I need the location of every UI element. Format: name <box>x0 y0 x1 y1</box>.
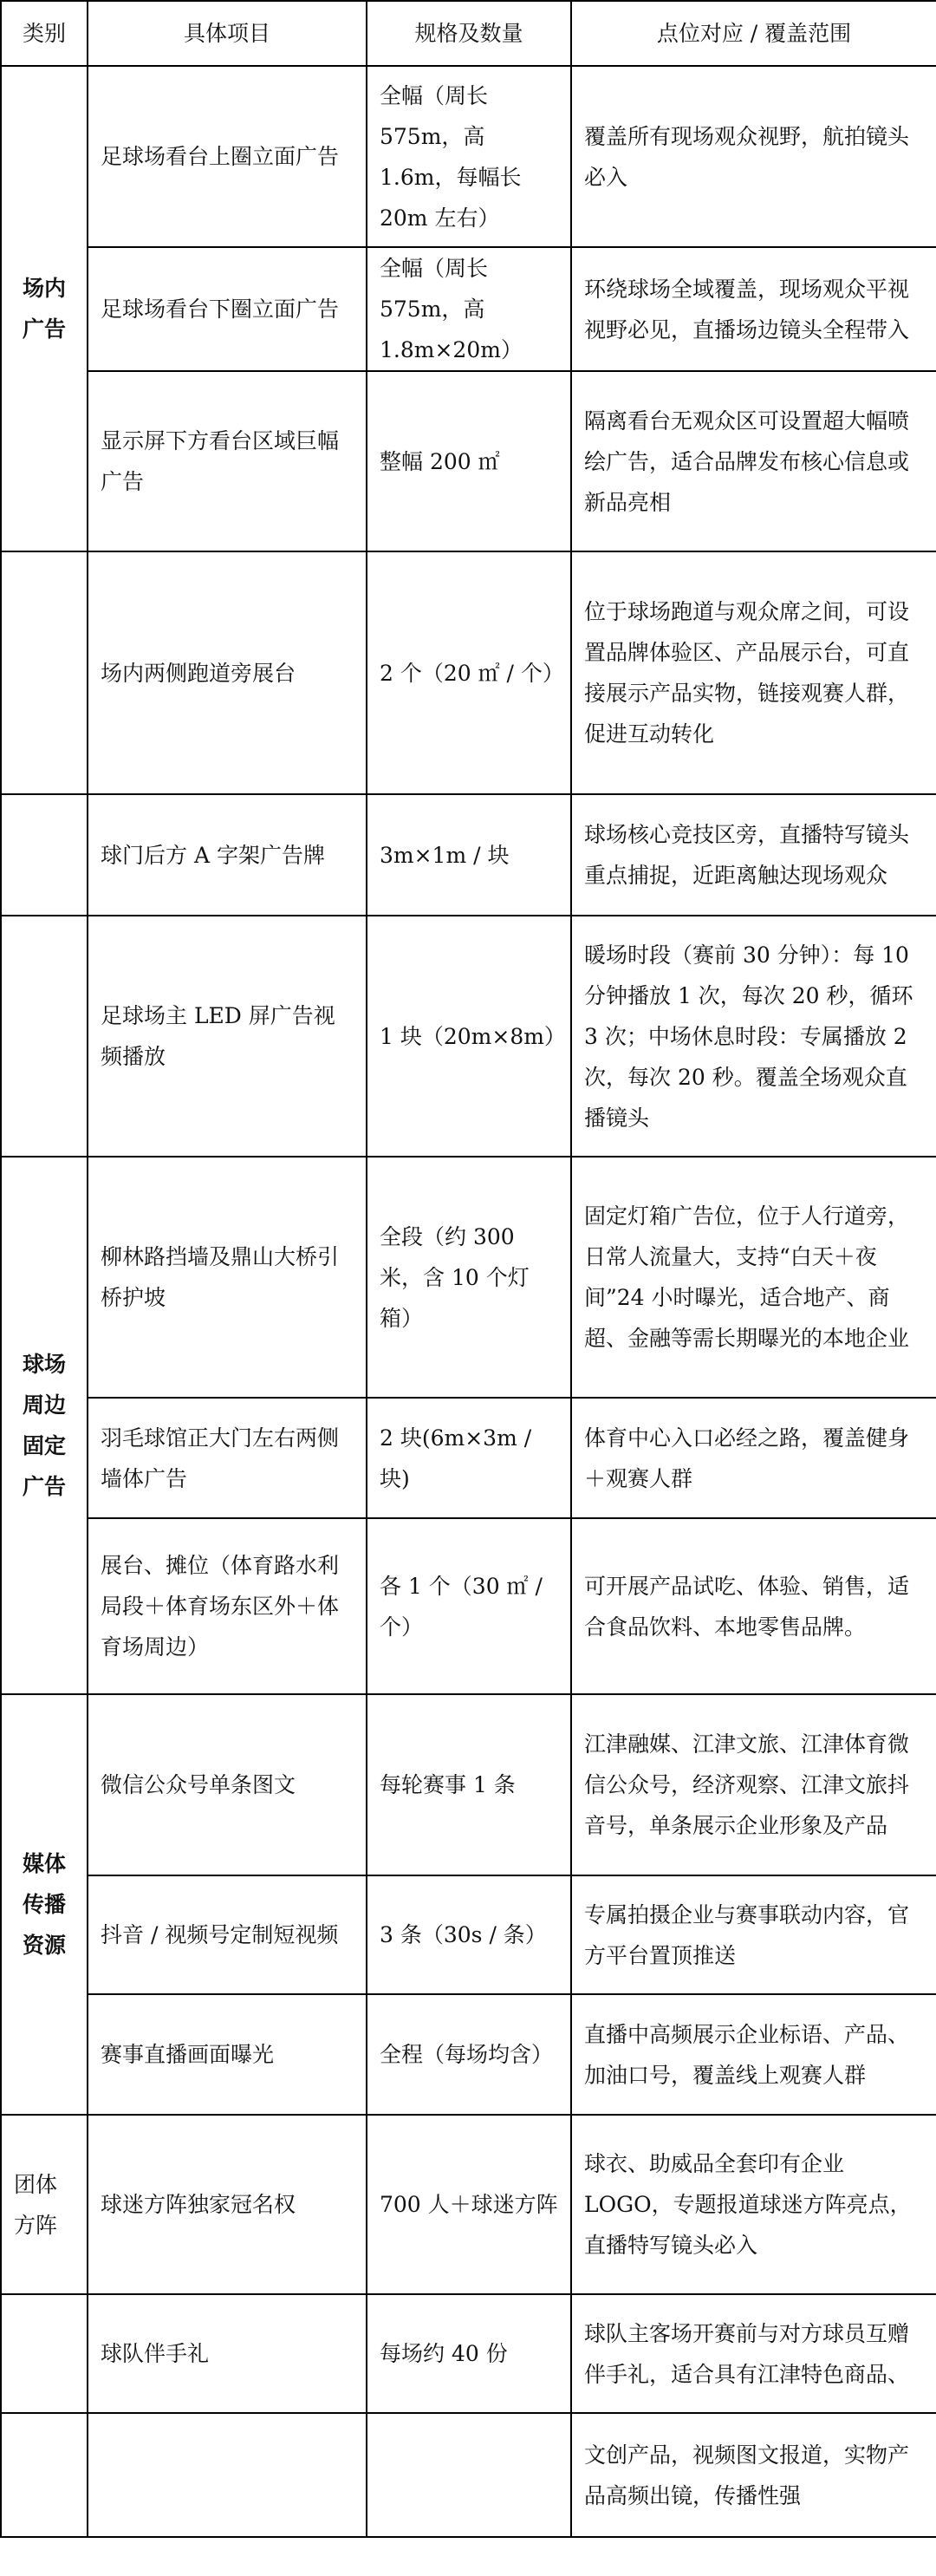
spec-cell: 全幅（周长 575m，高 1.6m，每幅长 20m 左右） <box>367 66 571 247</box>
category-cell <box>1 551 88 794</box>
spec-cell: 全程（每场均含） <box>367 1994 571 2115</box>
coverage-cell: 环绕球场全域覆盖，现场观众平视视野必见，直播场边镜头全程带入 <box>571 247 936 371</box>
table-row <box>1 2413 936 2537</box>
header-coverage: 点位对应 / 覆盖范围 <box>571 1 936 66</box>
header-category: 类别 <box>1 1 88 66</box>
coverage-cell: 隔离看台无观众区可设置超大幅喷绘广告，适合品牌发布核心信息或新品亮相 <box>571 371 936 551</box>
category-cell <box>1 2413 88 2537</box>
category-cell <box>1 2294 88 2413</box>
coverage-cell: 直播中高频展示企业标语、产品、加油口号，覆盖线上观赛人群 <box>571 1994 936 2115</box>
spec-cell: 3 条（30s / 条） <box>367 1875 571 1994</box>
item-cell: 球迷方阵独家冠名权 <box>88 2115 367 2294</box>
category-cell <box>1 916 88 1157</box>
item-cell: 场内两侧跑道旁展台 <box>88 551 367 794</box>
table-row <box>1 1518 936 1694</box>
coverage-cell: 覆盖所有现场观众视野，航拍镜头必入 <box>571 66 936 247</box>
coverage-cell: 暖场时段（赛前 30 分钟）：每 10 分钟播放 1 次，每次 20 秒，循环 3 次；中场休息时段：专属播放 2 次，每次 20 秒。覆盖全场观众直播镜头 <box>571 916 936 1157</box>
coverage-cell: 球衣、助威品全套印有企业 LOGO，专题报道球迷方阵亮点，直播特写镜头必入 <box>571 2115 936 2294</box>
spec-cell: 整幅 200 ㎡ <box>367 371 571 551</box>
item-cell: 足球场看台下圈立面广告 <box>88 247 367 371</box>
spec-cell: 每场约 40 份 <box>367 2294 571 2413</box>
item-cell: 羽毛球馆正大门左右两侧墙体广告 <box>88 1398 367 1518</box>
item-cell <box>88 2413 367 2537</box>
spec-cell: 700 人＋球迷方阵 <box>367 2115 571 2294</box>
coverage-cell: 文创产品，视频图文报道，实物产品高频出镜，传播性强 <box>571 2413 936 2537</box>
coverage-cell: 位于球场跑道与观众席之间，可设置品牌体验区、产品展示台，可直接展示产品实物，链接观赛人群，促进互动转化 <box>571 551 936 794</box>
coverage-cell: 球队主客场开赛前与对方球员互赠伴手礼，适合具有江津特色商品、 <box>571 2294 936 2413</box>
spec-cell: 2 块(6m×3m / 块) <box>367 1398 571 1518</box>
category-cell: 场内 广告 <box>1 66 88 551</box>
coverage-cell: 可开展产品试吃、体验、销售，适合食品饮料、本地零售品牌。 <box>571 1518 936 1694</box>
item-cell: 球队伴手礼 <box>88 2294 367 2413</box>
spec-cell: 全幅（周长 575m，高 1.8m×20m） <box>367 247 571 371</box>
spec-cell: 各 1 个（30 ㎡ / 个） <box>367 1518 571 1694</box>
item-cell: 赛事直播画面曝光 <box>88 1994 367 2115</box>
item-cell: 球门后方 A 字架广告牌 <box>88 794 367 916</box>
coverage-cell: 固定灯箱广告位，位于人行道旁，日常人流量大，支持“白天＋夜间”24 小时曝光，适合地产、商超、金融等需长期曝光的本地企业 <box>571 1157 936 1398</box>
table-row <box>1 794 936 916</box>
item-cell: 柳林路挡墙及鼎山大桥引桥护坡 <box>88 1157 367 1398</box>
spec-cell: 3m×1m / 块 <box>367 794 571 916</box>
category-cell: 媒体 传播 资源 <box>1 1694 88 2115</box>
table-row <box>1 1994 936 2115</box>
category-cell: 团体 方阵 <box>1 2115 88 2294</box>
table-row <box>1 1875 936 1994</box>
spec-cell: 1 块（20m×8m） <box>367 916 571 1157</box>
coverage-cell: 江津融媒、江津文旅、江津体育微信公众号，经济观察、江津文旅抖音号，单条展示企业形象及产品 <box>571 1694 936 1875</box>
item-cell: 显示屏下方看台区域巨幅广告 <box>88 371 367 551</box>
header-row <box>1 1 936 66</box>
category-cell: 球场 周边 固定 广告 <box>1 1157 88 1694</box>
table-row <box>1 2115 936 2294</box>
header-spec: 规格及数量 <box>367 1 571 66</box>
spec-cell: 2 个（20 ㎡ / 个） <box>367 551 571 794</box>
item-cell: 足球场看台上圈立面广告 <box>88 66 367 247</box>
table-row <box>1 1398 936 1518</box>
coverage-cell: 专属拍摄企业与赛事联动内容，官方平台置顶推送 <box>571 1875 936 1994</box>
item-cell: 展台、摊位（体育路水利局段＋体育场东区外＋体育场周边） <box>88 1518 367 1694</box>
item-cell: 抖音 / 视频号定制短视频 <box>88 1875 367 1994</box>
table-row <box>1 66 936 247</box>
spec-cell: 全段（约 300 米，含 10 个灯箱） <box>367 1157 571 1398</box>
table-row <box>1 371 936 551</box>
spec-cell <box>367 2413 571 2537</box>
spec-cell: 每轮赛事 1 条 <box>367 1694 571 1875</box>
coverage-cell: 体育中心入口必经之路，覆盖健身＋观赛人群 <box>571 1398 936 1518</box>
table-row <box>1 2294 936 2413</box>
table-row <box>1 247 936 371</box>
table-row <box>1 1694 936 1875</box>
category-cell <box>1 794 88 916</box>
table-row <box>1 916 936 1157</box>
table-row <box>1 1157 936 1398</box>
item-cell: 足球场主 LED 屏广告视频播放 <box>88 916 367 1157</box>
coverage-cell: 球场核心竞技区旁，直播特写镜头重点捕捉，近距离触达现场观众 <box>571 794 936 916</box>
table-row <box>1 551 936 794</box>
header-item: 具体项目 <box>88 1 367 66</box>
item-cell: 微信公众号单条图文 <box>88 1694 367 1875</box>
